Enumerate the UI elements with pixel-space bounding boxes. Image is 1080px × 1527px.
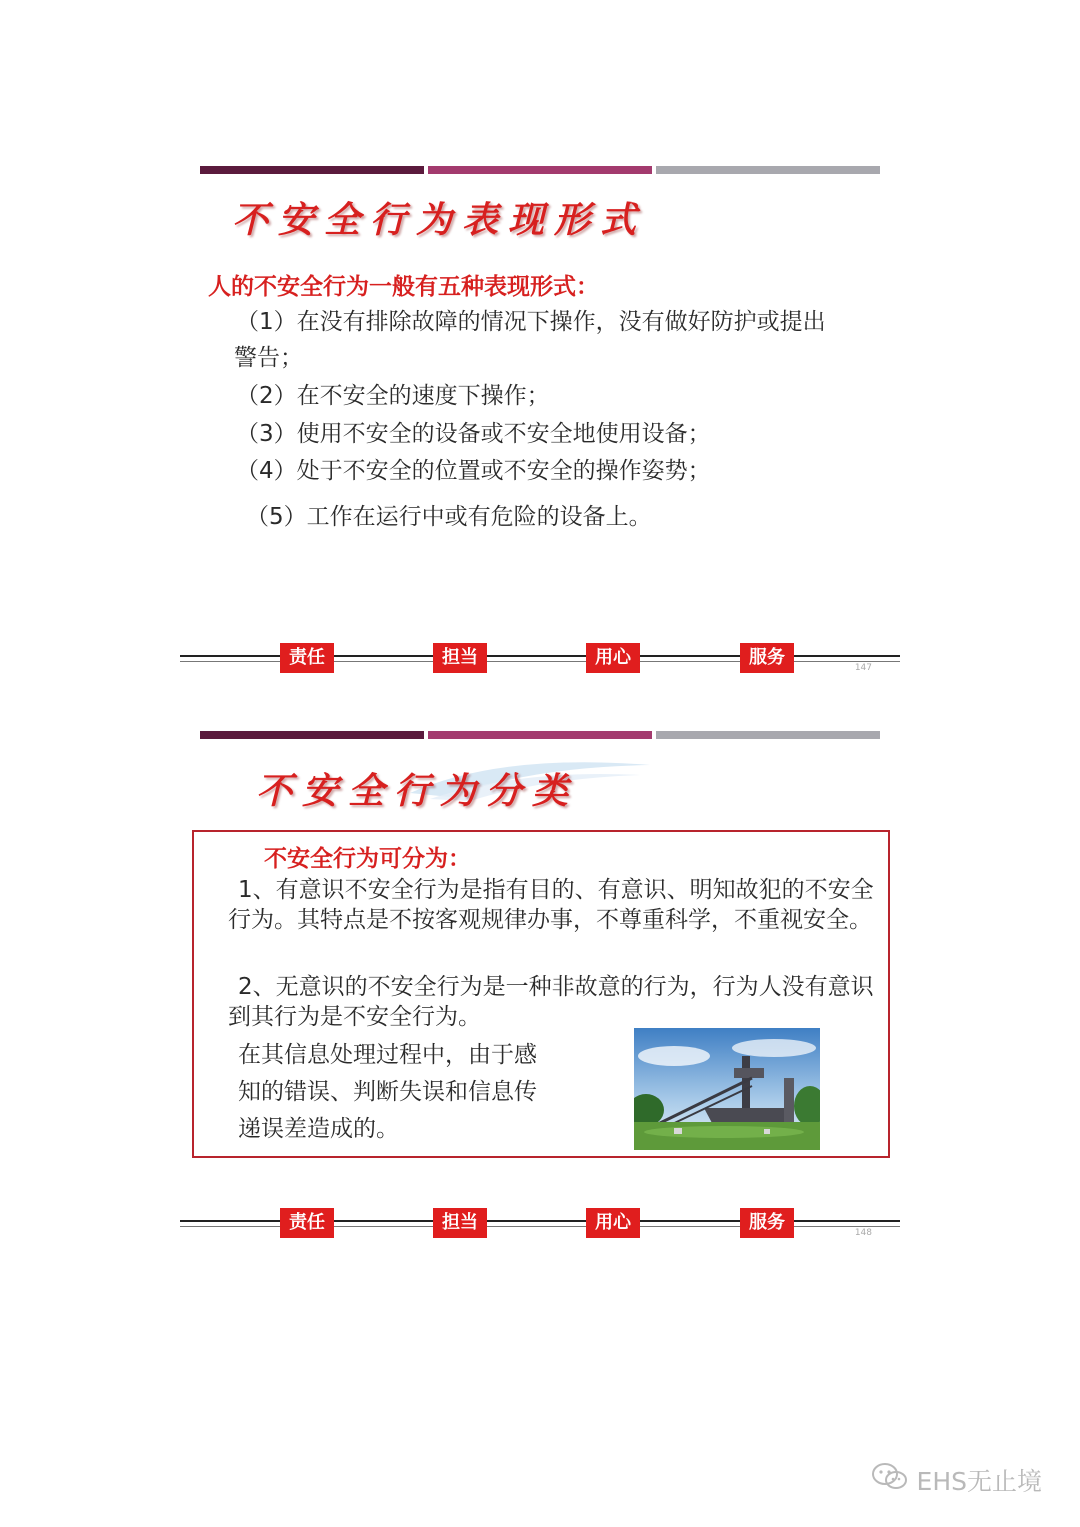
footer-badge: 担当	[433, 1208, 487, 1238]
top-color-bar	[200, 166, 880, 174]
page-number: 147	[854, 663, 872, 673]
wechat-icon	[871, 1462, 909, 1498]
paragraph: 2、无意识的不安全行为是一种非故意的行为，行为人没有意识到其行为是不安全行为。	[228, 974, 874, 1030]
list-item: （3）使用不安全的设备或不安全地使用设备；	[236, 421, 711, 447]
bar-segment-gray	[656, 166, 880, 174]
box-subtitle: 不安全行为可分为：	[264, 846, 471, 872]
slide-footer	[180, 1208, 900, 1238]
top-color-bar	[200, 731, 880, 739]
footer-badge: 责任	[280, 1208, 334, 1238]
slide-title: 不安全行为分类	[256, 770, 579, 812]
watermark	[871, 1462, 1042, 1498]
paragraph: 1、有意识不安全行为是指有目的、有意识、明知故犯的不安全行为。其特点是不按客观规律办事，不尊重科学，不重视安全。	[228, 877, 874, 933]
footer-badge: 用心	[586, 643, 640, 673]
factory-photo	[634, 1028, 820, 1150]
list-item: （5）工作在运行中或有危险的设备上。	[246, 504, 652, 530]
slide-subtitle: 人的不安全行为一般有五种表现形式：	[208, 274, 599, 300]
watermark-text: EHS无止境	[916, 1467, 1042, 1496]
bar-segment-dark	[200, 731, 424, 739]
bar-segment-mid	[428, 166, 652, 174]
footer-badge: 服务	[740, 1208, 794, 1238]
paragraph: 在其信息处理过程中，由于感知的错误、判断失误和信息传递误差造成的。	[238, 1042, 537, 1142]
slide-title: 不安全行为表现形式	[232, 199, 647, 241]
slide-footer	[180, 643, 900, 673]
footer-badge: 用心	[586, 1208, 640, 1238]
footer-badge: 服务	[740, 643, 794, 673]
list-item: 警告；	[234, 345, 303, 371]
bar-segment-dark	[200, 166, 424, 174]
page-number: 148	[854, 1228, 872, 1238]
slide-1	[180, 160, 900, 680]
bar-segment-mid	[428, 731, 652, 739]
list-item: （1）在没有排除故障的情况下操作，没有做好防护或提出	[236, 309, 826, 335]
footer-badge: 担当	[433, 643, 487, 673]
content-box	[192, 830, 890, 1158]
list-item: （2）在不安全的速度下操作；	[236, 383, 550, 409]
slide-2	[180, 725, 900, 1245]
list-item: （4）处于不安全的位置或不安全的操作姿势；	[236, 458, 711, 484]
bar-segment-gray	[656, 731, 880, 739]
footer-badge: 责任	[280, 643, 334, 673]
